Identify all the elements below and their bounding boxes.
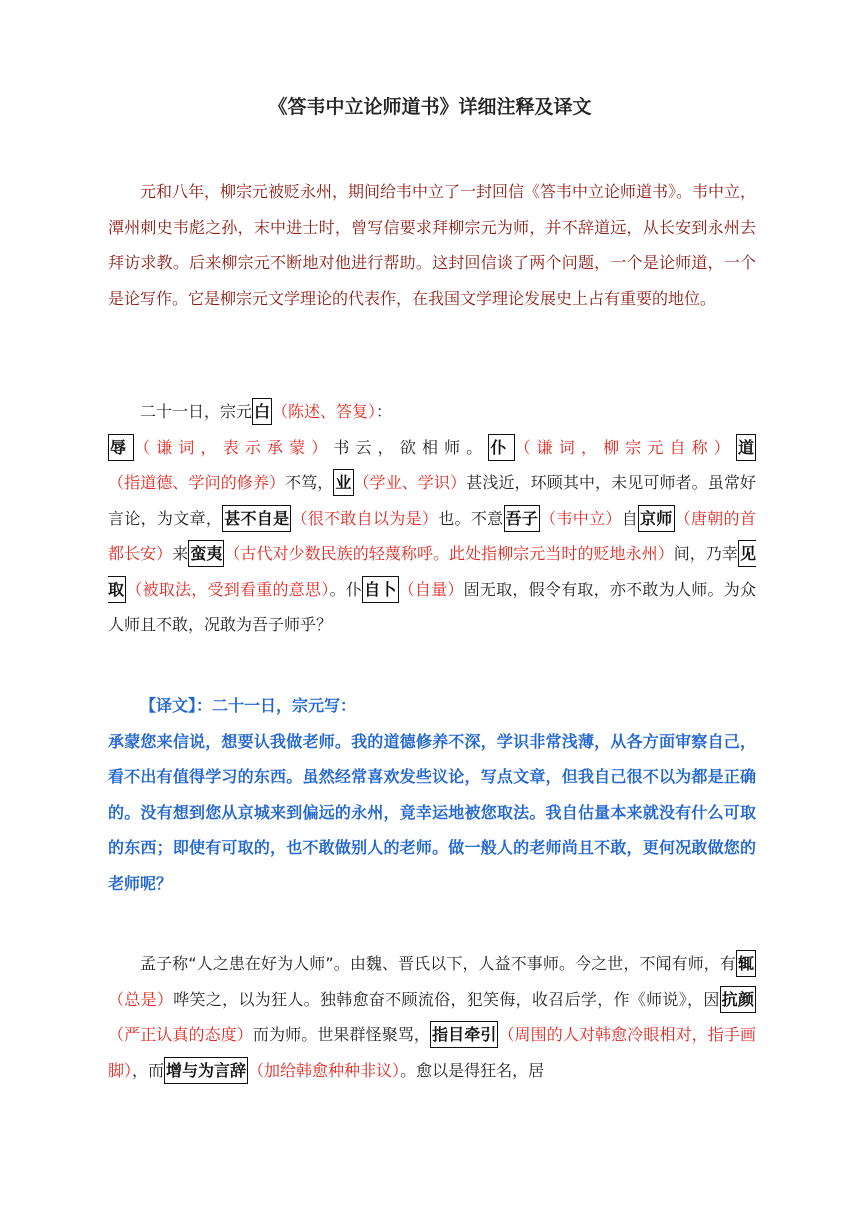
text: ： (376, 402, 393, 421)
translation-paragraph (108, 688, 756, 901)
text: ，而 (132, 1060, 165, 1080)
annotation: （陈述、答复） (272, 402, 377, 421)
text: 间，乃幸 (673, 544, 738, 563)
keyword-box: 甚不自是 (222, 505, 291, 532)
text: 而为师。世果群怪聚骂， (252, 1025, 431, 1044)
text: 二十一日，宗元 (140, 402, 253, 421)
keyword-box: 辱 (108, 434, 134, 461)
text: 书云，欲相师。 (333, 437, 489, 457)
keyword-box: 增与为言辞 (164, 1057, 248, 1084)
annotation: （谦词，柳宗元自称） (514, 437, 736, 457)
annotation: （很不敢自以为是） (291, 508, 439, 528)
keyword-box: 指目牵引 (430, 1021, 498, 1048)
text: 甚浅近，环顾其中，未见可师者。虽常好言论，为文章， (108, 473, 756, 528)
keyword-box: 吾子 (504, 505, 541, 532)
keyword-box: 白 (252, 398, 272, 425)
keyword-box: 蛮夷 (188, 540, 224, 567)
annotation: （加给韩愈种种非议） (248, 1060, 401, 1080)
annotation: （古代对少数民族的轻蔑称呼。此处指柳宗元当时的贬地永州） (224, 544, 674, 563)
original-text-paragraph-1 (108, 394, 756, 643)
annotation: （周围的人对韩愈冷眼相对，指手画脚） (108, 1025, 756, 1080)
text: 哗笑之，以为狂人。独韩愈奋不顾流俗，犯笑侮，收召后学，作《师说》，因 (173, 989, 720, 1009)
annotation: （指道德、学问的修养） (108, 473, 286, 492)
keyword-box: 抗颜 (720, 986, 756, 1013)
translation-lead: ：二十一日，宗元写： (196, 696, 357, 715)
annotation: （学业、学识） (353, 473, 467, 492)
text: 不笃， (285, 473, 334, 492)
original-text-paragraph-2 (108, 946, 756, 1088)
keyword-box: 仆 (488, 434, 514, 461)
text: 来 (172, 544, 189, 563)
keyword-box: 京师 (638, 505, 675, 532)
text: 也。不意 (438, 508, 504, 528)
annotation: （韦中立） (540, 508, 622, 528)
keyword-box: 自卜 (362, 576, 399, 603)
annotation: （严正认真的态度） (108, 1025, 253, 1044)
annotation: （被取法，受到看重的意思） (126, 579, 330, 599)
text: 固无取，假令有取，亦不敢为人师。为众人师且不敢，况敢为吾子师乎？ (108, 579, 756, 634)
keyword-box: 辄 (736, 950, 756, 977)
annotation: （唐朝的首都长安） (108, 508, 756, 563)
annotation: （自量） (398, 579, 464, 599)
translation-body: 承蒙您来信说，想要认我做老师。我的道德修养不深，学识非常浅薄，从各方面审察自己，看不出有值得学习的东西。虽然经常喜欢发些议论，写点文章，但我自己很不以为都是正确的。没有想到您从京城来到偏远的永州，竟幸运地被您取法。我自估量本来就没有什么可取的东西；即使有可取的，也不敢做别人的老师。做一般人的老师尚且不敢，更何况敢做您的老师呢？ (108, 731, 756, 893)
annotation: （总是） (108, 989, 174, 1009)
document-title: 《答韦中立论师道书》详细注释及译文 (268, 96, 592, 118)
keyword-box: 道 (736, 434, 756, 461)
keyword-box: 见取 (108, 540, 756, 603)
intro-paragraph: 元和八年，柳宗元被贬永州，期间给韦中立了一封回信《答韦中立论师道书》。韦中立，潭州刺史韦彪之孙，末中进士时，曾写信要求拜柳宗元为师，并不辞道远，从长安到永州去拜访求教。后来柳宗元不断地对他进行帮助。这封回信谈了两个问题，一个是论师道，一个是论写作。它是柳宗元文学理论的代表作，在我国文学理论发展史上占有重要的地位。 (108, 182, 757, 308)
text: 孟子称“人之患在好为人师”。由魏、晋氏以下，人益不事师。今之世，不闻有师，有 (140, 954, 736, 973)
annotation: （谦词，表示承蒙） (134, 437, 334, 457)
text: 。仆 (329, 579, 363, 599)
text: 。愈以是得狂名，居 (400, 1060, 545, 1080)
keyword-box: 业 (333, 469, 353, 496)
translation-label: 【译文】 (140, 696, 197, 715)
text: 自 (621, 508, 638, 528)
